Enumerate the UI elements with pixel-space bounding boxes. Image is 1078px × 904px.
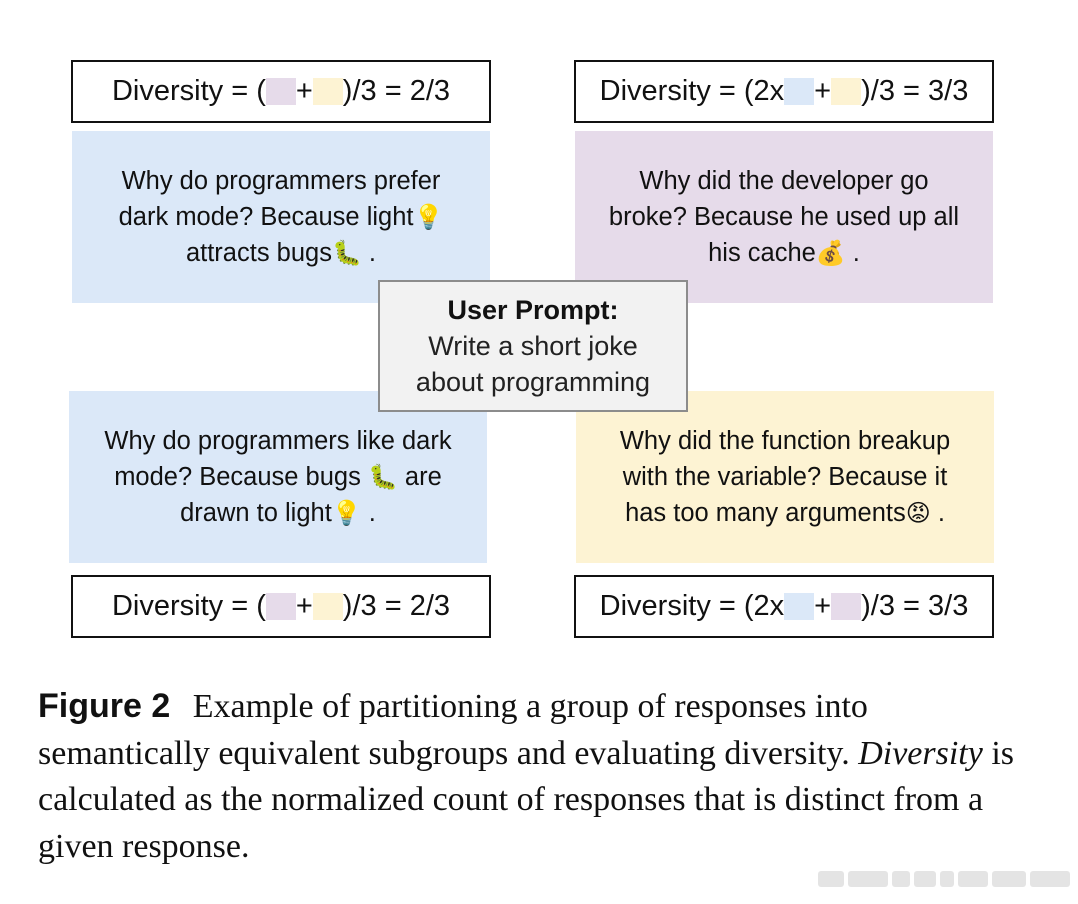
response-line: has too many arguments	[625, 499, 906, 527]
lightbulb-icon: 💡	[413, 203, 444, 231]
response-bottom-right	[576, 391, 994, 563]
formula-prefix: Diversity = (	[111, 590, 266, 622]
response-line: with the variable? Because it	[622, 463, 948, 491]
caption-text: Example of partitioning a group of responses into semantically equivalent subgroups and evaluating diversity.	[38, 688, 868, 772]
color-chip	[831, 78, 861, 105]
formula-prefix: Diversity = (2x	[599, 75, 785, 107]
formula-plus: +	[814, 590, 832, 622]
diversity-formula-top-left	[71, 60, 491, 123]
bug-icon: 🐛	[331, 239, 362, 267]
color-chip	[831, 593, 861, 620]
response-line: mode? Because bugs	[114, 463, 368, 491]
color-chip	[784, 593, 814, 620]
caption-italic-term: Diversity	[858, 734, 983, 772]
caption-text: is calculated as the normalized count of responses that is distinct from a given response.	[38, 734, 1015, 865]
formula-plus: +	[295, 590, 313, 622]
response-line: dark mode? Because light	[118, 203, 414, 231]
formula-suffix: )/3 = 3/3	[861, 590, 969, 622]
user-prompt-box	[378, 280, 688, 412]
response-line: his cache	[708, 239, 816, 267]
bug-icon: 🐛	[367, 463, 398, 491]
response-end: .	[361, 239, 377, 267]
lightbulb-icon: 💡	[331, 499, 362, 527]
response-line: broke? Because he used up all	[608, 203, 960, 231]
response-line: attracts bugs	[185, 239, 332, 267]
figure-label: Figure 2	[38, 687, 171, 725]
color-chip	[313, 78, 343, 105]
prompt-title: User Prompt:	[447, 295, 619, 325]
prompt-line: about programming	[415, 367, 651, 397]
prompt-line: Write a short joke	[428, 331, 638, 361]
response-line: Why did the developer go	[639, 167, 929, 195]
color-chip	[266, 78, 296, 105]
response-line: Why do programmers prefer	[121, 167, 441, 195]
watermark	[818, 864, 1073, 894]
response-end: .	[361, 499, 376, 527]
angry-face-icon: 😡	[905, 499, 931, 527]
response-top-right	[575, 131, 993, 303]
diversity-formula-top-right	[574, 60, 994, 123]
formula-prefix: Diversity = (2x	[599, 590, 785, 622]
formula-prefix: Diversity = (	[111, 75, 266, 107]
response-line: Why do programmers like dark	[104, 427, 452, 455]
response-bottom-left	[69, 391, 487, 563]
response-line: drawn to light	[180, 499, 332, 527]
response-line: are	[397, 463, 442, 491]
formula-suffix: )/3 = 2/3	[342, 75, 451, 107]
formula-suffix: )/3 = 2/3	[342, 590, 451, 622]
formula-suffix: )/3 = 3/3	[861, 75, 969, 107]
response-top-left	[72, 131, 490, 303]
diversity-formula-bottom-right	[574, 575, 994, 638]
color-chip	[313, 593, 343, 620]
response-end: .	[930, 499, 945, 527]
color-chip	[784, 78, 814, 105]
response-line: Why did the function breakup	[619, 427, 951, 455]
color-chip	[266, 593, 296, 620]
diversity-formula-bottom-left	[71, 575, 491, 638]
formula-plus: +	[814, 75, 832, 107]
response-end: .	[845, 239, 860, 267]
figure-caption	[38, 683, 1048, 870]
formula-plus: +	[295, 75, 313, 107]
money-bag-icon: 💰	[815, 239, 846, 267]
